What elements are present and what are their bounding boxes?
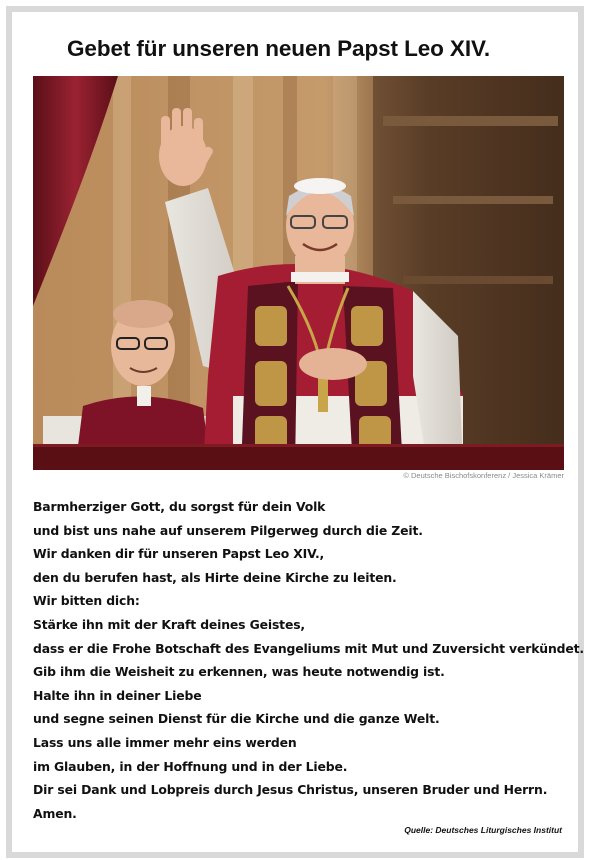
prayer-line: Lass uns alle immer mehr eins werden [33, 734, 297, 750]
prayer-line: Wir danken dir für unseren Papst Leo XIV., [33, 546, 325, 562]
prayer-line: Halte ihn in deiner Liebe [33, 687, 202, 703]
prayer-line: Dir sei Dank und Lobpreis durch Jesus Christus, unseren Bruder und Herrn. [33, 782, 548, 798]
prayer-line: Wir bitten dich: [33, 593, 140, 609]
prayer-line: den du berufen hast, als Hirte deine Kirche zu leiten. [33, 569, 397, 585]
prayer-line: im Glauben, in der Hoffnung und in der Liebe. [33, 758, 348, 774]
prayer-line: Stärke ihn mit der Kraft deines Geistes, [33, 616, 305, 632]
page-title: Gebet für unseren neuen Papst Leo XIV. [67, 36, 490, 61]
photo-credit: © Deutsche Bischofskonferenz / Jessica Krämer [403, 471, 564, 480]
prayer-line: Gib ihm die Weisheit zu erkennen, was heute notwendig ist. [33, 664, 445, 680]
prayer-line: und bist uns nahe auf unserem Pilgerweg durch die Zeit. [33, 522, 423, 538]
prayer-line: Amen. [33, 805, 77, 821]
source-note: Quelle: Deutsches Liturgisches Institut [404, 825, 562, 835]
page-frame [6, 6, 584, 858]
prayer-text [33, 495, 584, 825]
pope-photo [33, 76, 564, 470]
prayer-line: dass er die Frohe Botschaft des Evangeliums mit Mut und Zuversicht verkündet. [33, 640, 584, 656]
prayer-line: und segne seinen Dienst für die Kirche und die ganze Welt. [33, 711, 440, 727]
prayer-line: Barmherziger Gott, du sorgst für dein Volk [33, 499, 326, 514]
